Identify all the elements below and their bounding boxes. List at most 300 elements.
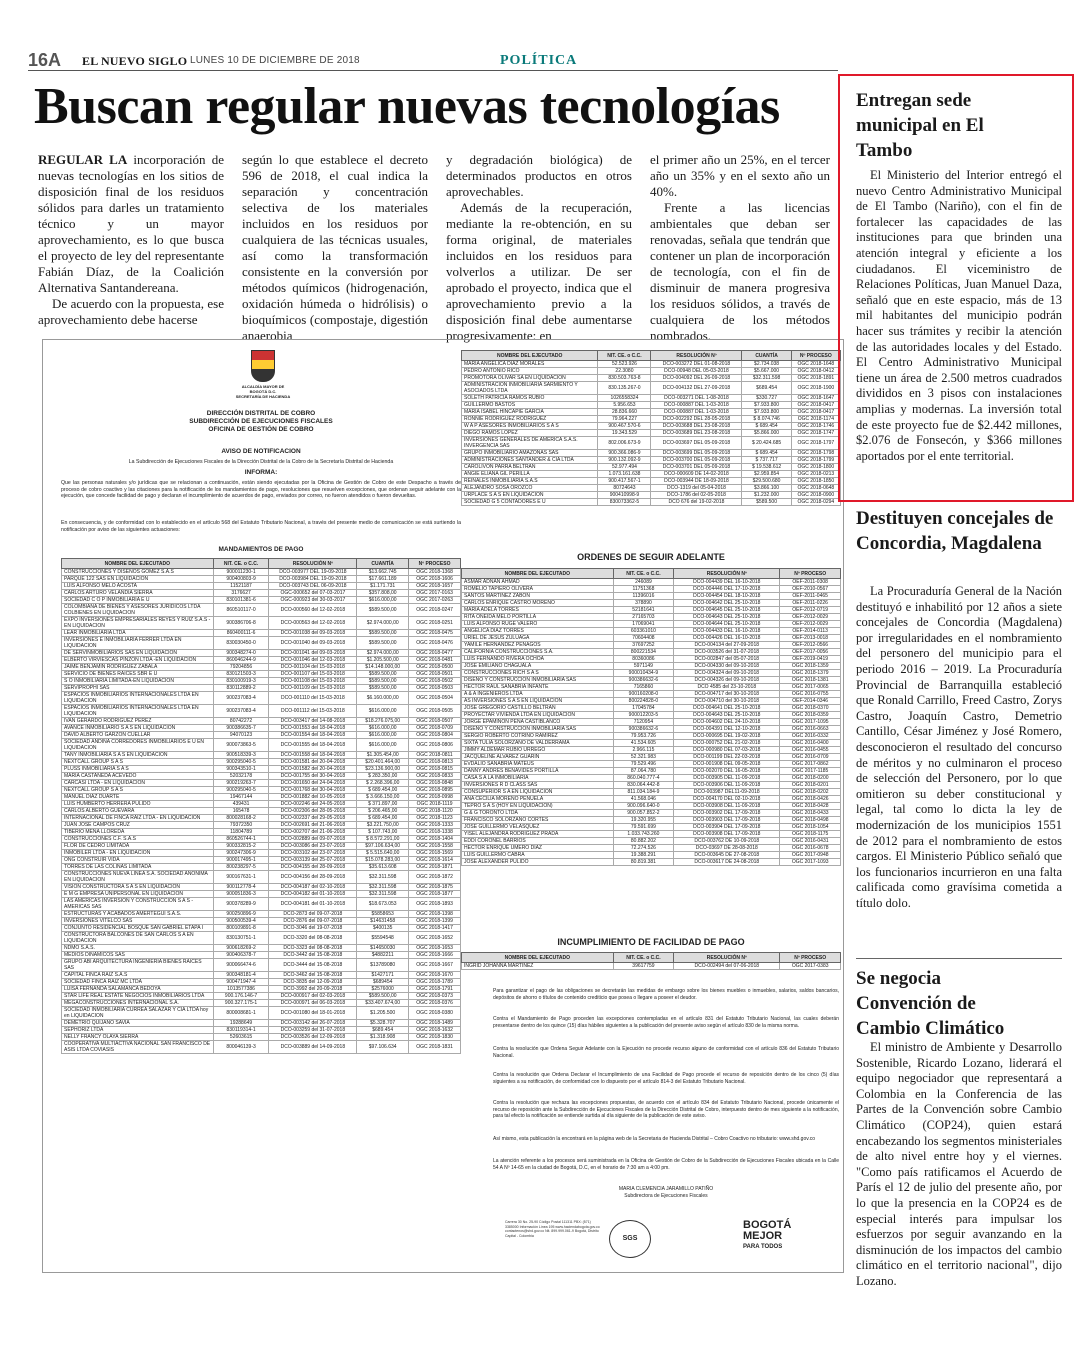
table-cell: DCO-004170 DEL 02-10-2018 — [674, 796, 780, 803]
table-cell: $4882211 — [357, 952, 409, 959]
table-cell: 900.366.086-9 — [598, 450, 651, 457]
table-row — [462, 409, 841, 416]
table-cell: 900386706-8 — [213, 617, 269, 630]
table-cell: URIEL DE JESUS ZULUAGA — [462, 635, 614, 642]
table-cell: CAPITAL FINCA RAIZ S.A.S — [62, 972, 214, 979]
table-cell: INVERSIONES R D CLASS SAS — [462, 782, 614, 789]
table-cell: $ 2.268.396,00 — [357, 780, 409, 787]
table-cell: 900410998-9 — [598, 492, 651, 499]
table-cell: DCO-001882 del 10-05-2018 — [269, 794, 357, 801]
table-cell: LEAR INMOBILIARIA LTDA — [62, 630, 214, 637]
table-header-cell: NOMBRE DEL EJECUTADO — [462, 351, 598, 361]
table-cell: VISION CONSTRUCTORA S A S EN LIQUIDACION — [62, 884, 214, 891]
table-cell: OGC 2018-1830 — [409, 1034, 461, 1041]
table-row — [62, 850, 461, 857]
table-cell: DCO-003697 DEL 05-09-2018 — [651, 437, 742, 450]
table-cell: 80724643 — [598, 485, 651, 492]
table-cell: OGC 2018-0648 — [791, 485, 840, 492]
side-headline-2: Destituyen concejales de Concordia, Magdalena — [856, 508, 1054, 554]
table-cell: 900406378-7 — [213, 952, 269, 959]
table-cell: 1.073.161.638 — [598, 471, 651, 478]
table-cell: OGC 2016-0431 — [780, 838, 841, 845]
table-cell: DCO-001199 DEL 22-03-2018 — [674, 754, 780, 761]
table-cell: DCO-002292 DEL 28-05-2018 — [651, 416, 742, 423]
table-cell: OGC 2018-1666 — [409, 952, 461, 959]
table-cell: SOCIEDAD FINCA RAIZ MC LTDA — [62, 979, 214, 986]
table-cell: OGC 2018-0426 — [780, 796, 841, 803]
table-cell: SEPHORIZ LTDA — [62, 1027, 214, 1034]
table-cell: $ 20.424.685 — [742, 437, 791, 450]
table-cell: OEF-2012-0719 — [780, 607, 841, 614]
table-cell: DCO-001554 del 18-04-2018 — [269, 732, 357, 739]
table-cell: ADMINISTRACIONES SANTANDER & CIA LTDA — [462, 457, 598, 464]
table-cell: OGC 2018-0428 — [780, 803, 841, 810]
table-cell: ELBERTO VIRVIESCAS PINZON LTDA -EN LIQUIDACION — [62, 657, 214, 664]
table-cell: DCO-002246 del 24-05-2018 — [269, 801, 357, 808]
table-row — [462, 614, 841, 621]
table-cell: INVERSIONES E INMOBILIARIA FERRER LTDA EN LIQUIDACION — [62, 637, 214, 650]
table-cell: AS INVERSIONES S A S EN LIQUIDACION — [462, 698, 614, 705]
table-cell: $33.407.674,00 — [357, 1000, 409, 1007]
table-header-cell: NOMBRE DEL EJECUTADO — [462, 953, 614, 963]
table-cell: DCO-001582 del 20-04-2018 — [269, 766, 357, 773]
table-cell: $689.454 — [357, 1027, 409, 1034]
table-cell: OGC 2018-0476 — [409, 637, 461, 650]
table-row — [62, 1020, 461, 1027]
table-cell: ASMAR ADNAN AHMAD — [462, 579, 614, 586]
table-cell: $2.974.000,00 — [357, 617, 409, 630]
table-cell: OGC 2018-1799 — [791, 457, 840, 464]
section-title: POLÍTICA — [500, 53, 578, 68]
table-row — [62, 871, 461, 884]
table-cell: $17.661.189 — [357, 576, 409, 583]
table-cell: $14650030 — [357, 945, 409, 952]
table-row — [62, 843, 461, 850]
table-header-cell: NIT. CE. o C.C. — [213, 559, 269, 569]
table-row — [462, 747, 841, 754]
table-cell: INMOBILER LTDA - EN LIQUIDACION — [62, 850, 214, 857]
table-cell: OGC 2018-0804 — [409, 732, 461, 739]
table-cell: $616.000,00 — [357, 732, 409, 739]
table-cell: $1.205.500 — [357, 1007, 409, 1020]
table-cell: 246089 — [613, 579, 674, 586]
table-cell: 3176627 — [213, 590, 269, 597]
table-cell: OGC 2018-1399 — [409, 918, 461, 925]
table-cell: OEF-2012-0029 — [780, 621, 841, 628]
table-cell: LUIS FERNANDO RIVERA OCHOA — [462, 656, 614, 663]
table-cell: 900167631-1 — [213, 871, 269, 884]
table-cell: DCO-003417 del 14-08-2018 — [269, 718, 357, 725]
table-row — [62, 678, 461, 685]
table-row — [62, 705, 461, 718]
table-cell: 900219263-7 — [213, 780, 269, 787]
table-cell: OGC 2018-0481 — [409, 657, 461, 664]
table-row — [62, 945, 461, 952]
table-cell: HECTOR RAUL SANABRIA INFANTE — [462, 684, 614, 691]
table-row — [462, 600, 841, 607]
table-row — [462, 796, 841, 803]
table-cell: ESPACIOS INMOBILIARIOS INTERNACIONALES LTDA EN LIQUIDACION — [62, 705, 214, 718]
table-cell: OGC 2018-0900 — [791, 492, 840, 499]
table-cell: NELLY FRANCY OLAYA SIERRA — [62, 1034, 214, 1041]
table-cell: ONG CONSTRUIR VIDA — [62, 857, 214, 864]
table-cell: 900.096.640-0 — [613, 803, 674, 810]
table-cell: OGC 2018-0505 — [409, 705, 461, 718]
table-cell: DCO-3320 del 08-08-2018 — [269, 932, 357, 945]
article-text: De acuerdo con la propuesta, ese aprovechamiento debe hacerse — [38, 296, 224, 327]
table-cell: LUIS GUILLERMO CABRA — [462, 852, 614, 859]
table-cell: 5.956.653 — [598, 402, 651, 409]
table-row — [62, 918, 461, 925]
table-cell: 800028168-2 — [213, 815, 269, 822]
table-cell: $ 19.538.612 — [742, 464, 791, 471]
table-cell: 860510117-0 — [213, 604, 269, 617]
table-cell: OGC 2016-0678 — [780, 845, 841, 852]
table-cell: CONSUPERIOR S A EN LIQUIDACION — [462, 789, 614, 796]
table-row — [462, 437, 841, 450]
table-cell: DCO-001109 del 15-03-2018 — [269, 685, 357, 692]
table-cell: 94070123 — [213, 732, 269, 739]
table-cell: OGC 2018-0848 — [409, 780, 461, 787]
table-cell: DCO-00948 DEL 05-03-2018 — [651, 368, 742, 375]
table-cell: MARIA ISABEL HINCAPIE GARCIA — [462, 409, 598, 416]
table-row — [462, 817, 841, 824]
table-cell: $5.667.000 — [742, 368, 791, 375]
table-cell: OGC 2018-1175 — [780, 831, 841, 838]
top-notice-table — [461, 350, 841, 506]
table-cell: LUIS ALFONSO MELO ACOSTA — [62, 583, 214, 590]
table-row — [462, 450, 841, 457]
table-row — [462, 775, 841, 782]
table-cell: CONSTRUCCIONES C.F. S.A.S — [62, 836, 214, 843]
logo-text: ALCALDÍA MAYOR DE BOGOTÁ D.C. — [241, 384, 285, 394]
table-cell: OGC 2018-1417 — [409, 925, 461, 932]
table-row — [62, 664, 461, 671]
table-row — [462, 733, 841, 740]
table-cell: DE SERVINMOBILIARIOS SAS EN LIQUIDACION — [62, 650, 214, 657]
table-cell: $1.232.000 — [742, 492, 791, 499]
notice-header-line: SUBDIRECCIÓN DE EJECUCIONES FISCALES — [189, 418, 333, 425]
table-cell: PARQUE 122 SAS EN LIQUIDACION — [62, 576, 214, 583]
table-row — [462, 726, 841, 733]
table-cell: 1013577386 — [213, 986, 269, 993]
table-cell: $ 689.454 — [742, 423, 791, 430]
table-cell: 17069041 — [613, 621, 674, 628]
notice-paragraph: Que las personas naturales y/o jurídicas que se relacionan a continuación, están siendo ejecutadas por la Oficina de Gestión de Cobro de este Despacho a través de proceso de cobro coactivo y las citaciones para la notificación de los mandamientos de pago, resoluciones que resuelven excepciones, que ordenan seguir adelante con la ejecución, que concede facilidad de pago y declaran el incumplimiento de acuerdos de pago, enviados por correo, no fueron atendidos o fueron devueltas. — [61, 480, 461, 499]
incumplimiento-table — [461, 952, 841, 970]
table-cell: OGC 2017-0948 — [780, 852, 841, 859]
table-cell: 19.320.955 — [613, 817, 674, 824]
table-cell: 19.343.529 — [598, 430, 651, 437]
table-cell: $1427171 — [357, 972, 409, 979]
table-cell: OGC 2018-0417 — [791, 402, 840, 409]
table-cell: 41.534.605 — [613, 740, 674, 747]
table-cell: DEMETRIO QUIJANO SAVIA — [62, 1020, 214, 1027]
table-cell: TEPRO S A S (HOY EN LIQUIDACION) — [462, 803, 614, 810]
table-cell: OGC 2018-1746 — [791, 423, 840, 430]
table-cell: OGC 2018-1900 — [791, 382, 840, 395]
table-cell: OGC 2018-0709 — [409, 725, 461, 732]
table-row — [62, 986, 461, 993]
table-cell: ANGIE ELIANA GIL PERILLA — [462, 471, 598, 478]
table-cell: OEF-2012-0029 — [780, 614, 841, 621]
table-cell: 800221534 — [613, 649, 674, 656]
notice-paragraph: En consecuencia, y de conformidad con lo establecido en el artículo 568 del Estatuto Tributario Nacional, a través del presente medio de comunicación se está surtiendo la notificación por aviso de las siguientes actuaciones: — [61, 520, 461, 533]
table-cell: DCO-003944 DE 18-09-2018 — [651, 478, 742, 485]
table-cell: DISEÑO Y CONSTRUCCION INMOBILIARIA SAS — [462, 726, 614, 733]
table-cell: 830130751-1 — [213, 932, 269, 945]
table-row — [62, 857, 461, 864]
table-row — [462, 492, 841, 499]
table-cell: DCO-1319 del 05-04-2018 — [651, 485, 742, 492]
table-cell: DCO-003902 DEL 17-09-2018 — [674, 810, 780, 817]
table-cell: 830.064.442-8 — [613, 782, 674, 789]
table-cell: DCO-000971 del 06-03-2018 — [269, 1000, 357, 1007]
notice-aviso-text: La Subdirección de Ejecuciones Fiscales de la Dirección Distrital de la Cobro de la Secretaría Distrital de Hacienda — [128, 459, 394, 465]
table-cell: FRANCISCO SOLORZANO CORTES — [462, 817, 614, 824]
table-cell: DCO-2873 del 09-07-2018 — [269, 911, 357, 918]
table-cell: LUIS HUMBERTO HERRERA PULIDO — [62, 801, 214, 808]
table-cell: EVDALIO SANABRIA MATEUS — [462, 761, 614, 768]
table-cell: DCO-3323 del 08-08-2018 — [269, 945, 357, 952]
table-cell: OGC-000652 del 07-03-2017 — [269, 590, 357, 597]
table-cell: OGC 2017-0163 — [409, 590, 461, 597]
table-cell: OGC 2018-0498 — [780, 817, 841, 824]
table-row — [62, 732, 461, 739]
notice-footnote: Contra la resolución que Ordena Declarar el Incumplimiento de una Facilidad de Pago procede el recurso de reposición dentro de los cinco (5) días siguientes a su notificación, de conformidad con lo dispuesto por el artículo 814-3 del Estatuto Tributario Nacional. — [493, 1072, 839, 1085]
table-cell: DCO-000887 DEL 1-03-2018 — [651, 409, 742, 416]
table-cell: OGC 2018-1606 — [409, 576, 461, 583]
table-header-cell: Nº PROCESO — [409, 559, 461, 569]
header-rule — [28, 70, 838, 71]
table-cell: DCO-003699 DEL 05-09-2018 — [651, 450, 742, 457]
table-header-cell: Nº PROCESO — [780, 569, 841, 579]
table-cell: CARLOS ALBERTO GUEVARA — [62, 808, 214, 815]
bogota-logo-tagline: PARA TODOS — [743, 1244, 783, 1250]
table-cell: 79.591.699 — [613, 824, 674, 831]
table-cell: $32.311.598 — [357, 871, 409, 884]
table-cell: OGC 2018-1123 — [409, 815, 461, 822]
table-cell: JIMMY ALDEMAR RUBIO URREGO — [462, 747, 614, 754]
table-cell: $400135 — [357, 925, 409, 932]
table-cell: NEXTCALL GROUP S A S — [62, 787, 214, 794]
table-row — [462, 586, 841, 593]
table-row — [462, 782, 841, 789]
table-cell: 900386632-6 — [613, 726, 674, 733]
table-row — [462, 485, 841, 492]
side-headline-3: Se negocia Convención de Cambio Climático — [856, 968, 1005, 1039]
table-cell: OEF-2011-0308 — [780, 579, 841, 586]
table-cell: DCO-002847 del 05-07-2018 — [674, 656, 780, 663]
table-row — [62, 836, 461, 843]
table-cell: DCO-004439 DEL 16-10-2018 — [674, 579, 780, 586]
table-cell: CONSTRUCTORA BALCONES DE SAN CARLOS S A EN LIQUIDACION — [62, 932, 214, 945]
side-article-text: El Ministerio del Interior entregó el nuevo Centro Administrativo Municipal de El Tambo (Nariño), con el fin de fortalecer las capacidades de las instituciones para que brinden una atención integral y eficiente a los ciudadanos. El viceministro de Relaciones Políticas, Juan Manuel Daza, señaló que en este espacio, más de 13 mil habitantes del municipio podrán hacer sus trámites y recibir la atención de las autoridades locales y del Estado. El Centro Administrativo Municipal tiene un área de 2.500 metros cuadrados divididos en 3 pisos con instalaciones amplias y modernas. La inversión total de este proyecto fue de $2.442 millones, $2.076 de Fonsecón, y $366 millones aportados por el ente territorial. — [856, 168, 1062, 463]
table-cell: JACQUELINE ALVAREZ GUARIN — [462, 754, 614, 761]
table-cell: 70604408 — [613, 635, 674, 642]
table-cell: 11521187 — [213, 583, 269, 590]
table-cell: OGC 2018-1632 — [409, 1027, 461, 1034]
table-cell: 900.057.852-2 — [613, 810, 674, 817]
table-cell: OEF-2011-0465 — [780, 593, 841, 600]
table-cell: DCO-003701 DEL 05-09-2018 — [651, 464, 742, 471]
table-cell: OGC 2018-0376 — [409, 1000, 461, 1007]
table-row — [62, 808, 461, 815]
table-cell: 52.977.494 — [598, 464, 651, 471]
table-cell: OGC 2018-1670 — [409, 972, 461, 979]
table-cell: OGC 2017-0065 — [780, 684, 841, 691]
table-cell: DCO-3442 del 15-08-2018 — [269, 952, 357, 959]
table-cell: 52603615 — [213, 1034, 269, 1041]
table-cell: DCO-000563 del 12-02-2018 — [269, 617, 357, 630]
table-cell: TANY INMOBILIARIA S A S EN LIQUIDACION — [62, 752, 214, 759]
table-row — [462, 464, 841, 471]
table-cell: DCO-004426 DEL 16-10-2018 — [674, 635, 780, 642]
table-cell: $7.933.800 — [742, 402, 791, 409]
sgs-certification-logo: SGS — [609, 1220, 651, 1258]
table-cell: DCO-003086 del 23-07-2018 — [269, 843, 357, 850]
side-article-text: El ministro de Ambiente y Desarrollo Sostenible, Ricardo Lozano, liderará el equipo negociador que representará a Colombia en la Conferencia de las Partes de la Convención sobre Cambio Climático (COP24), quien estará encabezando los segmentos ministeriales de alto nivel entre hoy y el viernes. "Como país ratificamos el Acuerdo de París el 12 de julio del presente año, por lo que la presencia en la COP24 es de especial interés para impulsar los esfuerzos por seguir avanzando en la disminución de los impactos del cambio climático en el territorio nacional", dijo Lozano. — [856, 1040, 1062, 1288]
table-cell: 11804789 — [213, 829, 269, 836]
table-cell: OGC 2018-1381 — [780, 677, 841, 684]
table-cell: DCO-004454 DEL 18-10-2018 — [674, 593, 780, 600]
table-cell: 79.964.227 — [598, 416, 651, 423]
table-row — [462, 789, 841, 796]
table-cell: OGC 2018-0833 — [409, 773, 461, 780]
table-cell: DAVID ALBERTO GARZON CUELLAR — [62, 732, 214, 739]
table-row — [62, 617, 461, 630]
table-cell: DCO-3046 del 19-07-2018 — [269, 925, 357, 932]
table-cell: OGC 2016-0709 — [780, 754, 841, 761]
table-row — [62, 604, 461, 617]
article-text: el primer año un 25%, en el tercer año un 35% y en el sexto año un 40%. — [650, 152, 830, 199]
article-column-4 — [650, 152, 830, 344]
table-cell: OGC 2018-1877 — [409, 891, 461, 898]
table-cell: 860.040.777-4 — [613, 775, 674, 782]
table-row — [62, 891, 461, 898]
table-cell: $29.500.680 — [742, 478, 791, 485]
table-header-cell: NIT. CE. o C.C. — [613, 953, 674, 963]
table-cell: SERVICIO DE BIENES RAICES SBR E U — [62, 671, 214, 678]
table-cell: DCO-001558 del 18-04-2018 — [269, 752, 357, 759]
table-cell: OGC 2018-1569 — [409, 850, 461, 857]
table-cell: INTERNACIONAL DE FINCA RAIZ LTDA - EN LIQUIDACION — [62, 815, 214, 822]
table-cell: OGC 2018-0815 — [409, 766, 461, 773]
table-cell: $357.808,00 — [357, 590, 409, 597]
table-cell: DCO-002494 del 07-06-2018 — [674, 963, 780, 970]
table-cell: 830112889-2 — [213, 685, 269, 692]
table-cell: INVERSIONES GENERALES DE AMERICA S.A.S. INVERGENCIA SAS — [462, 437, 598, 450]
table-cell: 79204856 — [213, 664, 269, 671]
table-cell: DCO-004134 del 27-09-2018 — [674, 642, 780, 649]
table-cell: 37697252 — [613, 642, 674, 649]
table-cell: PROMOTORA OLIVAR SA EN LIQUIDACION — [462, 375, 598, 382]
table-cell: STAR LIFE REAL ESTATE NEGOCIOS INMOBILIARIOS LTDA — [62, 993, 214, 1000]
table-cell: DCO-003743 DEL 06-09-2018 — [269, 583, 357, 590]
table-cell: DCO-002691 del 21-06-2018 — [269, 822, 357, 829]
table-cell: OGC 2016-0755 — [780, 691, 841, 698]
table-cell: 7165860 — [613, 684, 674, 691]
table-cell: 5971149 — [613, 663, 674, 670]
table-cell: 800238297-5 — [213, 864, 269, 871]
table-cell: $589.500,00 — [357, 685, 409, 692]
table-cell: S O INMOBILIARIA LIMITADA-EN LIQUIDACION — [62, 678, 214, 685]
table-cell: OGC 2018-0417 — [791, 409, 840, 416]
table-cell: DCO-004187 del 02-10-2018 — [269, 884, 357, 891]
table-cell: OEF-2011-0226 — [780, 600, 841, 607]
table-cell: DCO-004710 del 30-10-2018 — [674, 698, 780, 705]
table-cell: OGC 2018-1558 — [409, 843, 461, 850]
table-cell: $3.221.750,00 — [357, 822, 409, 829]
table-cell: 830101381-6 — [213, 597, 269, 604]
table-cell: DCO-003271 DEL 1-08-2018 — [651, 395, 742, 402]
table-cell: SOCIEDAD C O P INMOBILIARIA E U — [62, 597, 214, 604]
table-cell: OGC 2018-0813 — [409, 759, 461, 766]
table-cell: OEF-2013-0018 — [780, 635, 841, 642]
table-cell: $589.500,00 — [357, 604, 409, 617]
table-cell: ANA CECILIA MORENO PENUELA — [462, 796, 614, 803]
table-cell: $ 371.897,00 — [357, 801, 409, 808]
table-header-row — [62, 559, 461, 569]
table-cell: 39617759 — [613, 963, 674, 970]
table-cell: DANNY ANDRES BENAVIDES PORTILLA — [462, 768, 614, 775]
table-cell: OGC 2016-0455 — [780, 747, 841, 754]
table-cell: OGC 2018-0477 — [409, 650, 461, 657]
notice-footnote: Para garantizar el pago de las obligaciones se decretarán las medidas de embargo sobre los bienes muebles o inmuebles, salarios, saldos bancarios, depósitos de ahorro o títulos de contenido crediticio que posea o llegare a poseer el deudor. — [493, 988, 839, 1001]
table-cell: SANTOS MARTINEZ ZABON — [462, 593, 614, 600]
table-cell: DCO-2876 del 09-07-2018 — [269, 918, 357, 925]
table-row — [62, 993, 461, 1000]
table-cell: 11751368 — [613, 586, 674, 593]
table-cell: 603361010 — [613, 628, 674, 635]
article-text: y degradación biológica) de determinados productos en otros aprovechables. — [446, 152, 632, 199]
table-row — [462, 803, 841, 810]
table-cell: PROYECTAR VIVIENDA LTDA EN LIQUIDACION — [462, 712, 614, 719]
table-cell: DCO-004181 del 01-10-2018 — [269, 898, 357, 911]
table-cell: DCO-000887 DEL 1-03-2018 — [651, 402, 742, 409]
table-cell: RONNIE RODRIGUEZ RODRIGUEZ — [462, 416, 598, 423]
table-cell: CARCASI LTDA - EN LIQUIDACION — [62, 780, 214, 787]
signature-name: MARIA CLEMENCIA JARAMILLO PATIÑO — [618, 1186, 714, 1192]
table-cell: 900073863-5 — [213, 739, 269, 752]
table-row — [62, 718, 461, 725]
table-cell: DCO-004644 DEL 25-10-2018 — [674, 621, 780, 628]
table-cell: $20.401.464,00 — [357, 759, 409, 766]
table-cell: DCO-003526 del 12-09-2018 — [269, 1034, 357, 1041]
table-row — [62, 685, 461, 692]
table-cell: 830030450-0 — [213, 637, 269, 650]
table-cell: OGC 2018-1120 — [409, 808, 461, 815]
table-cell: $ 689.454,00 — [357, 815, 409, 822]
mandamientos-title: MANDAMIENTOS DE PAGO — [218, 546, 304, 553]
table-row — [62, 1000, 461, 1007]
table-cell: OGC 2018-0502 — [409, 678, 461, 685]
table-cell: DCO-3992 del 20-09-2018 — [269, 986, 357, 993]
table-cell: 439431 — [213, 801, 269, 808]
table-row — [62, 630, 461, 637]
table-cell: 900295040-5 — [213, 759, 269, 766]
table-cell: SOCIEDAD INMOBILIARIA CURREA SALAZAR Y CIA LTDA hoy en LIQUIDACION — [62, 1007, 214, 1020]
table-cell: CAROLIVON PARRA BELTRAN — [462, 464, 598, 471]
table-cell: DCO-002337 del 29-05-2018 — [269, 815, 357, 822]
table-cell: 900386635-7 — [213, 725, 269, 732]
table-row — [62, 1007, 461, 1020]
table-cell: OGC 2018-0202 — [780, 789, 841, 796]
table-cell: $97.106.634 — [357, 1041, 409, 1054]
table-cell: SOCIEDAD ANDINA CORREDORES INMOBILIARIOS E U EN LIQUIDACION — [62, 739, 214, 752]
bogota-logo-line: BOGOTÁ — [743, 1219, 792, 1231]
table-row — [462, 361, 841, 368]
